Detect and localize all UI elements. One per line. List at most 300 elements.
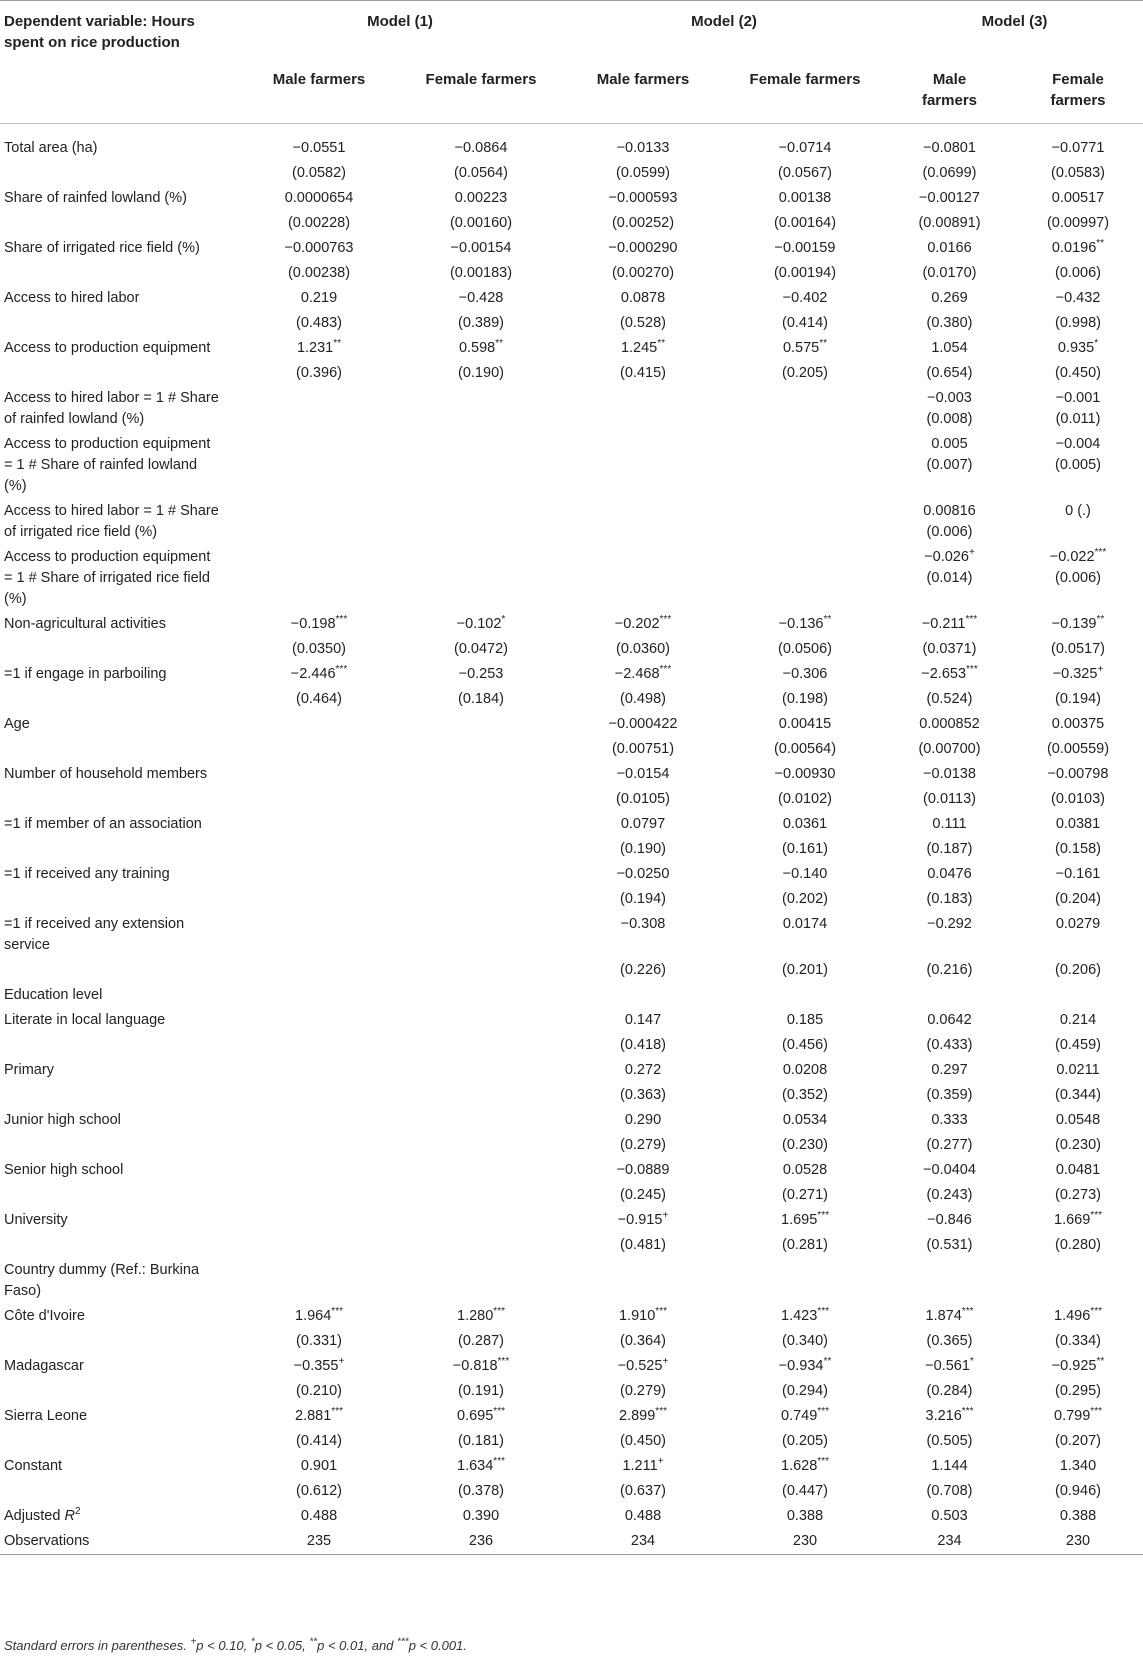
table-cell: 0.111: [932, 816, 967, 832]
table-cell: 0.214: [1059, 1012, 1097, 1028]
table-row: [0, 983, 1143, 1008]
table-cell: −0.00159: [774, 240, 836, 256]
row-label: [0, 1429, 238, 1454]
table-cell: [886, 983, 1013, 1008]
table-cell: (0.0102): [777, 791, 832, 807]
row-label: Share of irrigated rice field (%): [4, 240, 200, 256]
table-cell: −0.292: [927, 916, 972, 932]
table-cell: [238, 737, 400, 762]
table-cell: [562, 983, 724, 1008]
table-cell: 1.340: [1059, 1458, 1097, 1474]
table-row: [0, 1429, 1143, 1454]
table-cell: (0.198): [782, 691, 828, 707]
table-cell: (0.637): [620, 1483, 666, 1499]
row-label: [0, 737, 238, 762]
table-cell: 1.628***: [781, 1456, 829, 1474]
table-cell: [400, 1008, 562, 1033]
table-cell: 0.00138: [778, 190, 832, 206]
table-cell: −0.0551: [292, 140, 346, 156]
table-cell: (0.183): [926, 891, 973, 907]
table-cell: 1.280***: [457, 1306, 505, 1324]
row-label: Access to hired labor: [4, 290, 140, 306]
table-cell: −0.525+: [617, 1356, 669, 1374]
table-cell: (0.00270): [611, 265, 675, 281]
table-cell: 0.0166: [927, 240, 972, 256]
table-row: [0, 499, 1143, 545]
row-label: [0, 1183, 238, 1208]
row-label: Total area (ha): [4, 140, 98, 156]
row-label: Primary: [4, 1062, 54, 1078]
table-cell: [886, 1258, 1013, 1304]
table-cell: 1.669***: [1054, 1210, 1102, 1228]
table-cell: 0.0476: [927, 866, 972, 882]
table-cell: (0.0564): [453, 165, 508, 181]
table-row: [0, 1258, 1143, 1304]
table-cell: 0.488: [624, 1508, 662, 1524]
table-cell: (0.280): [1055, 1237, 1101, 1253]
table-cell: 0.0000654: [284, 190, 354, 206]
table-cell: −0.325+: [1052, 664, 1104, 682]
table-cell: [724, 386, 886, 432]
row-label: [0, 1033, 238, 1058]
table-cell: −0.000290: [608, 240, 678, 256]
table-row: [0, 386, 1143, 432]
table-cell: (0.190): [620, 841, 666, 857]
table-cell: 0.0211: [1056, 1062, 1100, 1078]
table-cell: 0.695***: [457, 1406, 505, 1424]
table-cell: −0.0889: [616, 1162, 670, 1178]
table-row: [0, 286, 1143, 311]
table-cell: (0.340): [782, 1333, 828, 1349]
table-cell: 0.185: [786, 1012, 824, 1028]
row-label: [0, 837, 238, 862]
table-row: [0, 161, 1143, 186]
table-row: [0, 361, 1143, 386]
row-label: Access to hired labor = 1 # Share of irrigated rice field (%): [4, 503, 219, 540]
table-cell: (0.00751): [611, 741, 675, 757]
table-cell: [400, 545, 562, 612]
table-cell: [238, 1033, 400, 1058]
table-cell: (0.00238): [287, 265, 351, 281]
table-row: [0, 1304, 1143, 1329]
table-row: [0, 687, 1143, 712]
table-cell: 0.0548: [1055, 1112, 1101, 1128]
table-cell: −0.022*** (0.006): [1049, 547, 1107, 586]
table-cell: −0.925**: [1051, 1356, 1105, 1374]
table-cell: 0.000852: [919, 716, 980, 732]
table-cell: [400, 1258, 562, 1304]
table-cell: (0.447): [782, 1483, 828, 1499]
table-cell: −0.003 (0.008): [926, 390, 973, 427]
table-cell: 0.598**: [458, 338, 504, 356]
row-label: [0, 1233, 238, 1258]
table-row: [0, 261, 1143, 286]
table-cell: −0.306: [782, 666, 828, 682]
table-cell: (0.00700): [918, 741, 981, 757]
table-cell: (0.205): [782, 1433, 828, 1449]
table-cell: [238, 1058, 400, 1083]
table-cell: 1.211+: [622, 1456, 664, 1474]
table-cell: −0.0714: [778, 140, 832, 156]
table-cell: −0.0154: [616, 766, 670, 782]
table-cell: [238, 1158, 400, 1183]
table-cell: −0.161: [1055, 866, 1101, 882]
table-row: [0, 1008, 1143, 1033]
table-cell: 0.0196**: [1051, 238, 1105, 256]
row-label: =1 if received any training: [4, 866, 170, 882]
table-row: [0, 812, 1143, 837]
table-cell: (0.0517): [1050, 641, 1105, 657]
subhead-m3-female: Female farmers: [1013, 61, 1143, 124]
table-cell: 235: [238, 1529, 400, 1555]
table-cell: [400, 1133, 562, 1158]
table-cell: −0.139**: [1051, 614, 1105, 632]
table-cell: 1.695***: [781, 1210, 829, 1228]
table-cell: 1.496***: [1054, 1306, 1102, 1324]
table-cell: (0.273): [1055, 1187, 1101, 1203]
table-cell: (0.0582): [291, 165, 346, 181]
table-cell: (0.271): [782, 1187, 828, 1203]
table-cell: 1.245**: [620, 338, 666, 356]
table-row: [0, 1108, 1143, 1133]
table-cell: [400, 1058, 562, 1083]
table-row: [0, 1329, 1143, 1354]
row-label: [0, 361, 238, 386]
table-cell: [400, 958, 562, 983]
table-cell: −0.000763: [284, 240, 354, 256]
table-cell: 0.00375: [1051, 716, 1105, 732]
table-cell: (0.00252): [611, 215, 675, 231]
table-cell: 0.0797: [620, 816, 666, 832]
table-cell: 0.00816 (0.006): [923, 503, 976, 540]
row-label: Number of household members: [4, 766, 208, 782]
table-cell: −0.001 (0.011): [1055, 390, 1101, 427]
table-row: [0, 236, 1143, 261]
table-cell: [400, 837, 562, 862]
table-cell: 1.144: [931, 1458, 968, 1474]
table-cell: (0.210): [296, 1383, 342, 1399]
table-cell: 230: [1013, 1529, 1143, 1555]
table-cell: (0.00891): [918, 215, 981, 231]
table-cell: (0.00564): [773, 741, 837, 757]
table-cell: 0.901: [300, 1458, 338, 1474]
table-cell: (0.331): [296, 1333, 342, 1349]
table-cell: −0.00798: [1047, 766, 1109, 782]
row-label: [0, 887, 238, 912]
table-row: [0, 1379, 1143, 1404]
table-body: [0, 124, 1143, 1555]
table-cell: (0.0699): [922, 165, 977, 181]
table-cell: (0.295): [1055, 1383, 1101, 1399]
table-row: [0, 211, 1143, 236]
table-cell: −0.000422: [608, 716, 678, 732]
table-cell: −0.561*: [925, 1356, 974, 1374]
table-row: [0, 1158, 1143, 1183]
table-cell: (0.352): [782, 1087, 828, 1103]
table-cell: [400, 432, 562, 499]
table-cell: (0.194): [620, 891, 666, 907]
table-cell: −0.0771: [1051, 140, 1105, 156]
table-cell: −0.0250: [616, 866, 670, 882]
table-cell: −0.202***: [614, 614, 672, 632]
row-label: =1 if received any extension service: [4, 916, 185, 953]
table-cell: −0.355+: [293, 1356, 345, 1374]
row-label: =1 if engage in parboiling: [4, 666, 167, 682]
table-cell: (0.344): [1055, 1087, 1101, 1103]
table-cell: 0.005 (0.007): [926, 436, 973, 473]
table-cell: [400, 1233, 562, 1258]
table-cell: [400, 887, 562, 912]
table-cell: [562, 386, 724, 432]
table-cell: [238, 712, 400, 737]
table-cell: (0.00160): [449, 215, 513, 231]
table-cell: 0.503: [931, 1508, 968, 1524]
table-cell: 0.749***: [781, 1406, 829, 1424]
table-row: [0, 1058, 1143, 1083]
table-cell: (0.464): [296, 691, 342, 707]
table-cell: [238, 787, 400, 812]
table-cell: (0.187): [926, 841, 973, 857]
table-cell: 234: [562, 1529, 724, 1555]
table-cell: (0.0350): [291, 641, 346, 657]
table-cell: 1.910***: [619, 1306, 667, 1324]
table-cell: −0.0133: [616, 140, 670, 156]
table-cell: (0.00997): [1046, 215, 1110, 231]
table-cell: [238, 1083, 400, 1108]
table-cell: [238, 1208, 400, 1233]
table-cell: [238, 1258, 400, 1304]
table-cell: [1013, 1258, 1143, 1304]
row-label: [0, 1479, 238, 1504]
table-cell: 1.054: [931, 340, 968, 356]
table-cell: (0.184): [458, 691, 504, 707]
row-label: =1 if member of an association: [4, 816, 202, 832]
table-cell: (0.450): [620, 1433, 666, 1449]
table-cell: 234: [886, 1529, 1013, 1555]
table-cell: [238, 1233, 400, 1258]
row-label: Access to production equipment = 1 # Share of irrigated rice field (%): [4, 549, 211, 607]
table-cell: 0.0642: [927, 1012, 972, 1028]
table-cell: (0.459): [1055, 1037, 1101, 1053]
table-cell: (0.418): [620, 1037, 666, 1053]
table-cell: (0.363): [620, 1087, 666, 1103]
table-cell: −0.00930: [774, 766, 836, 782]
table-row: [0, 1233, 1143, 1258]
row-label: [0, 311, 238, 336]
row-label: [0, 261, 238, 286]
table-cell: −0.428: [458, 290, 504, 306]
table-row: [0, 124, 1143, 162]
table-cell: 0.488: [300, 1508, 338, 1524]
table-cell: (0.0506): [777, 641, 832, 657]
model-3-header: Model (3): [981, 13, 1048, 30]
table-cell: 0.272: [624, 1062, 662, 1078]
row-label: Senior high school: [4, 1162, 124, 1178]
row-label: Adjusted $R^2$: [4, 1506, 81, 1524]
table-cell: 3.216***: [925, 1406, 974, 1424]
table-cell: 0.388: [786, 1508, 824, 1524]
table-cell: [1013, 983, 1143, 1008]
table-cell: (0.359): [926, 1087, 973, 1103]
table-cell: (0.456): [782, 1037, 828, 1053]
row-label: Côte d'Ivoire: [4, 1308, 85, 1324]
table-cell: (0.450): [1055, 365, 1101, 381]
table-row: [0, 737, 1143, 762]
table-row: [0, 837, 1143, 862]
table-cell: (0.00228): [287, 215, 351, 231]
table-cell: [238, 983, 400, 1008]
table-cell: −0.253: [458, 666, 504, 682]
table-cell: 0.390: [462, 1508, 500, 1524]
table-cell: (0.364): [620, 1333, 666, 1349]
row-label: Age: [4, 716, 30, 732]
table-cell: (0.0472): [453, 641, 508, 657]
table-cell: [562, 545, 724, 612]
row-label: Madagascar: [4, 1358, 84, 1374]
table-row: [0, 186, 1143, 211]
table-row: [0, 1529, 1143, 1555]
table-cell: 2.899***: [619, 1406, 667, 1424]
table-cell: (0.0113): [923, 791, 976, 807]
row-label: Access to production equipment = 1 # Share of rainfed lowland (%): [4, 436, 211, 494]
table-cell: [724, 545, 886, 612]
table-cell: (0.158): [1055, 841, 1101, 857]
table-cell: 1.634***: [457, 1456, 505, 1474]
table-cell: [400, 499, 562, 545]
table-cell: [400, 386, 562, 432]
table-cell: 0.0878: [620, 290, 666, 306]
table-cell: [562, 1258, 724, 1304]
table-cell: 1.423***: [781, 1306, 829, 1324]
row-label: [0, 687, 238, 712]
table-cell: [400, 712, 562, 737]
table-cell: (0.216): [926, 962, 973, 978]
table-cell: [400, 787, 562, 812]
subhead-m2-female: Female farmers: [724, 61, 886, 124]
table-cell: −0.432: [1055, 290, 1101, 306]
table-cell: [238, 958, 400, 983]
table-cell: 236: [400, 1529, 562, 1555]
table-cell: 0.0528: [782, 1162, 828, 1178]
model-2-header: Model (2): [691, 13, 757, 30]
table-cell: (0.277): [926, 1137, 973, 1153]
table-cell: −0.00127: [919, 190, 980, 206]
table-row: [0, 637, 1143, 662]
table-row: [0, 1133, 1143, 1158]
table-cell: (0.161): [782, 841, 828, 857]
table-cell: [400, 1183, 562, 1208]
table-cell: (0.505): [926, 1433, 973, 1449]
table-cell: (0.279): [620, 1383, 666, 1399]
table-cell: −0.026+ (0.014): [924, 547, 975, 586]
table-cell: (0.612): [296, 1483, 342, 1499]
table-cell: (0.396): [296, 365, 342, 381]
table-cell: [238, 887, 400, 912]
table-row: [0, 762, 1143, 787]
table-cell: −0.934**: [778, 1356, 832, 1374]
table-cell: (0.230): [1055, 1137, 1101, 1153]
table-cell: (0.287): [458, 1333, 504, 1349]
row-label: Country dummy (Ref.: Burkina Faso): [4, 1262, 200, 1299]
row-label: [0, 1329, 238, 1354]
row-label: Observations: [0, 1529, 238, 1555]
table-cell: [400, 912, 562, 958]
table-cell: (0.0371): [922, 641, 977, 657]
table-cell: (0.998): [1055, 315, 1101, 331]
row-label: Constant: [4, 1458, 63, 1474]
table-cell: (0.0599): [615, 165, 670, 181]
table-cell: (0.202): [782, 891, 828, 907]
table-cell: (0.378): [458, 1483, 504, 1499]
table-cell: −0.140: [782, 866, 828, 882]
table-cell: (0.181): [458, 1433, 504, 1449]
row-label: [0, 787, 238, 812]
table-row: [0, 862, 1143, 887]
table-cell: [400, 737, 562, 762]
row-label: [0, 958, 238, 983]
table-cell: (0.334): [1055, 1333, 1101, 1349]
table-cell: (0.0103): [1050, 791, 1105, 807]
row-label: Junior high school: [4, 1112, 121, 1128]
table-cell: −0.136**: [778, 614, 832, 632]
table-cell: −0.308: [620, 916, 666, 932]
row-label: [0, 161, 238, 186]
table-cell: 0 (.): [1065, 503, 1091, 519]
table-cell: [238, 1183, 400, 1208]
dependent-variable-label: Dependent variable: Hours spent on rice production: [4, 13, 195, 51]
table-row: [0, 787, 1143, 812]
table-cell: 0.219: [300, 290, 338, 306]
table-cell: 1.964***: [295, 1306, 343, 1324]
table-cell: (0.0105): [615, 791, 670, 807]
table-cell: [238, 912, 400, 958]
table-cell: 0.0279: [1055, 916, 1101, 932]
subhead-m1-female: Female farmers: [400, 61, 562, 124]
table-cell: −0.846: [927, 1212, 972, 1228]
table-row: [0, 545, 1143, 612]
table-cell: (0.946): [1055, 1483, 1101, 1499]
subhead-m1-male: Male farmers: [238, 61, 400, 124]
table-cell: (0.201): [782, 962, 828, 978]
table-cell: 0.00415: [778, 716, 832, 732]
table-cell: (0.0170): [922, 265, 977, 281]
table-row: [0, 336, 1143, 361]
table-row: [0, 1208, 1143, 1233]
table-cell: (0.483): [296, 315, 342, 331]
table-cell: −2.653***: [921, 664, 978, 682]
table-cell: [400, 1158, 562, 1183]
table-cell: 0.0381: [1055, 816, 1101, 832]
table-cell: [238, 812, 400, 837]
table-cell: −0.000593: [608, 190, 678, 206]
table-cell: −0.818***: [452, 1356, 510, 1374]
table-cell: [400, 983, 562, 1008]
table-cell: [400, 1108, 562, 1133]
table-row: [0, 1083, 1143, 1108]
table-row: [0, 432, 1143, 499]
table-cell: −0.402: [782, 290, 828, 306]
table-cell: (0.245): [620, 1187, 666, 1203]
table-cell: (0.498): [620, 691, 666, 707]
table-cell: 0.00223: [454, 190, 508, 206]
table-cell: (0.00164): [773, 215, 837, 231]
table-cell: [400, 1033, 562, 1058]
table-cell: 0.297: [931, 1062, 968, 1078]
table-cell: 0.0361: [782, 816, 828, 832]
row-label: Access to hired labor = 1 # Share of rainfed lowland (%): [4, 390, 219, 427]
table-cell: −0.0864: [454, 140, 508, 156]
table-cell: (0.00194): [773, 265, 837, 281]
